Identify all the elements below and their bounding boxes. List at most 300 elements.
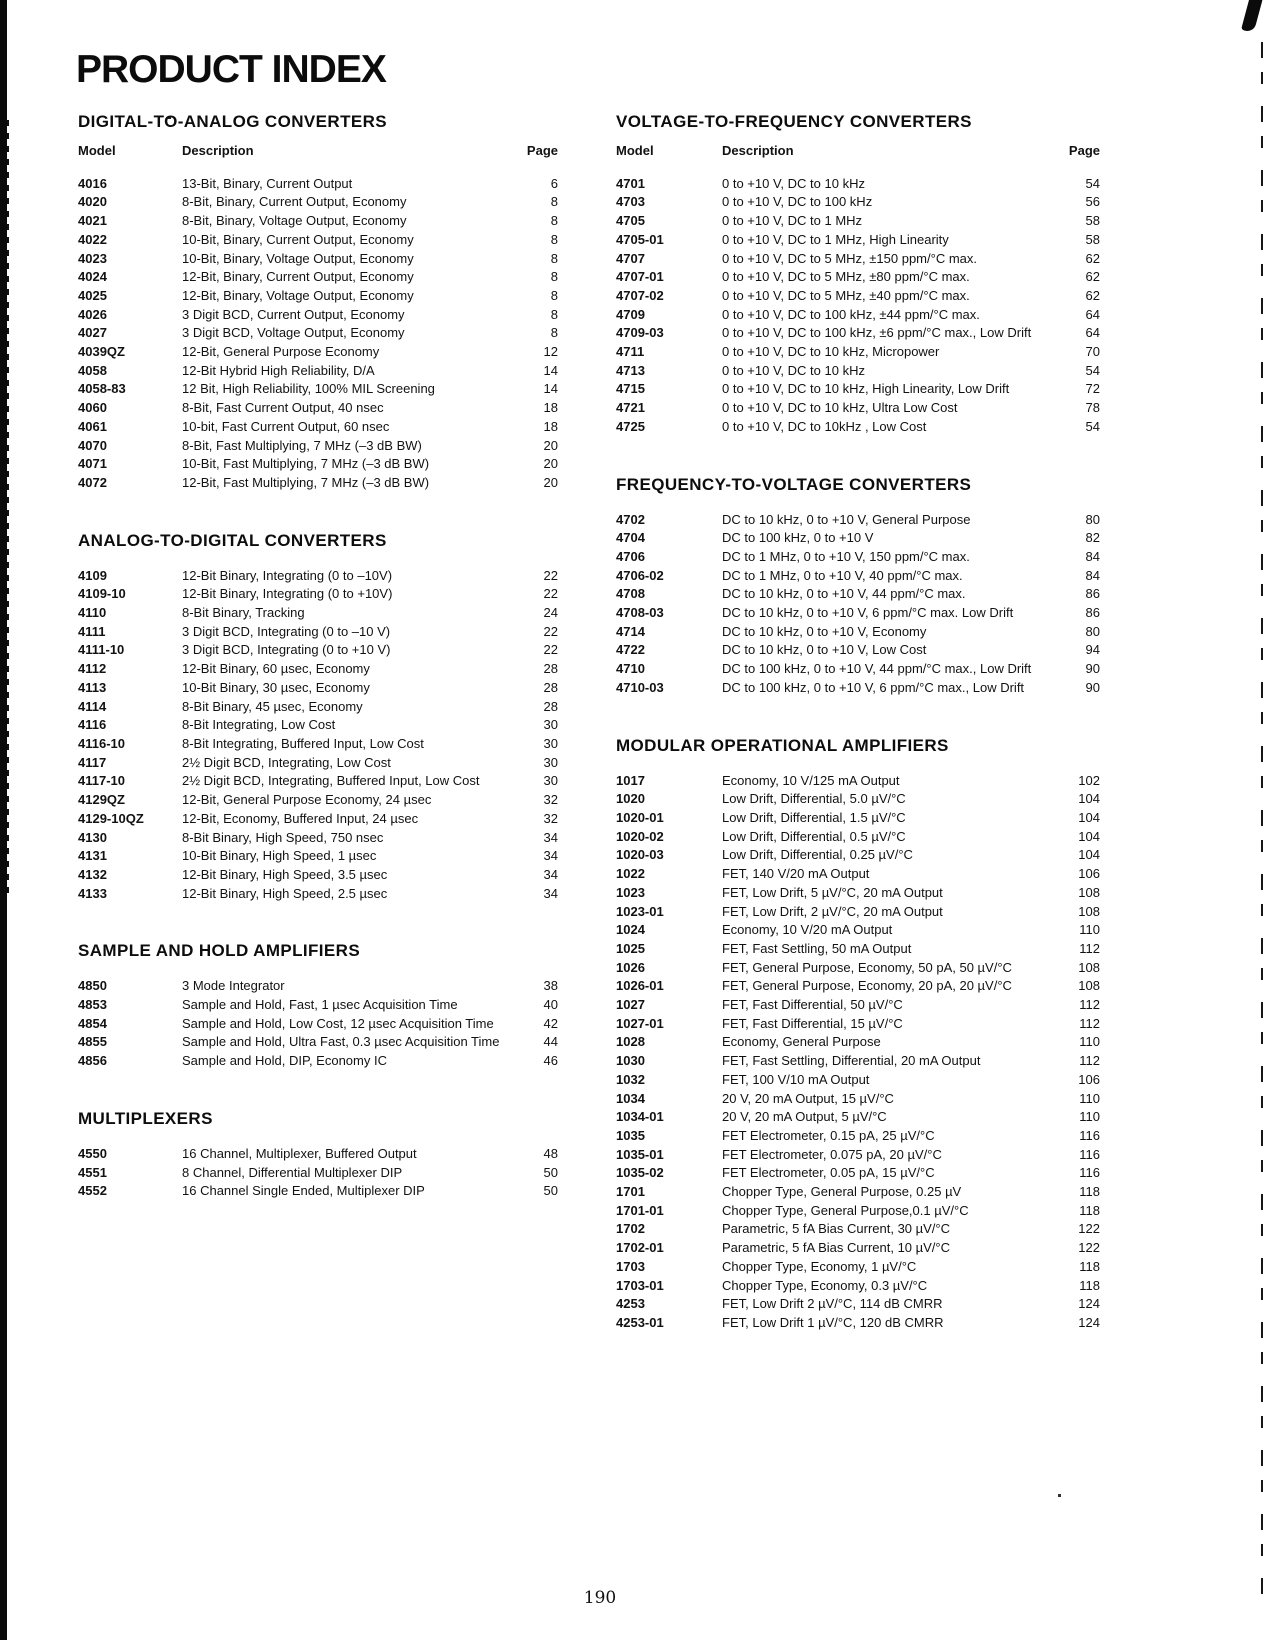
model-cell: 4701 (616, 175, 645, 191)
table-row (616, 977, 1100, 996)
table-row (616, 1314, 1100, 1333)
table-row (616, 585, 1100, 604)
table-row (78, 810, 558, 829)
description-cell: 12 Bit, High Reliability, 100% MIL Screening (182, 381, 435, 397)
section-heading: MULTIPLEXERS (78, 1108, 213, 1128)
description-cell: Chopper Type, General Purpose,0.1 µV/°C (722, 1202, 969, 1218)
table-row (616, 362, 1100, 381)
model-cell: 4113 (78, 679, 107, 695)
model-cell: 4025 (78, 287, 107, 303)
model-cell: 4131 (78, 848, 107, 864)
description-cell: 0 to +10 V, DC to 5 MHz, ±150 ppm/°C max. (722, 250, 977, 266)
model-cell: 4022 (78, 231, 107, 247)
description-cell: 12-Bit, Binary, Voltage Output, Economy (182, 287, 414, 303)
description-cell: 0 to +10 V, DC to 5 MHz, ±40 ppm/°C max. (722, 287, 970, 303)
table-row (78, 418, 558, 437)
model-cell: 4023 (78, 250, 107, 266)
description-cell: 12-Bit Binary, High Speed, 2.5 µsec (182, 885, 388, 901)
page-cell: 104 (1078, 847, 1100, 863)
model-cell: 4129-10QZ (78, 810, 144, 826)
page-cell: 30 (543, 773, 558, 789)
model-cell: 4551 (78, 1164, 107, 1180)
table-row (78, 287, 558, 306)
table-row (616, 772, 1100, 791)
page-cell: 38 (543, 978, 558, 994)
table-row (616, 903, 1100, 922)
table-row (78, 250, 558, 269)
table-row (78, 1164, 558, 1183)
description-cell: FET, Fast Settling, Differential, 20 mA Output (722, 1053, 981, 1069)
description-cell: 12-Bit Hybrid High Reliability, D/A (182, 362, 375, 378)
model-cell: 4550 (78, 1145, 107, 1161)
description-cell: 16 Channel Single Ended, Multiplexer DIP (182, 1183, 425, 1199)
table-row (616, 604, 1100, 623)
page-cell: 8 (550, 231, 558, 247)
table-row (78, 623, 558, 642)
page-cell: 108 (1078, 884, 1100, 900)
page-cell: 110 (1079, 1109, 1100, 1125)
model-cell: 1024 (616, 922, 645, 938)
page-cell: 112 (1079, 940, 1100, 956)
description-cell: 0 to +10 V, DC to 1 MHz (722, 213, 863, 229)
page-cell: 30 (543, 735, 558, 751)
description-cell: 0 to +10 V, DC to 10 kHz, High Linearity, Low Drift (722, 381, 1010, 397)
model-cell: 1026-01 (616, 978, 664, 994)
table-row (616, 809, 1100, 828)
model-cell: 4705 (616, 213, 645, 229)
model-cell: 1701 (616, 1184, 645, 1200)
table-row (616, 212, 1100, 231)
description-cell: 0 to +10 V, DC to 100 kHz, ±6 ppm/°C max., Low Drift (722, 325, 1032, 341)
description-cell: FET, Low Drift, 5 µV/°C, 20 mA Output (722, 884, 943, 900)
page-cell: 18 (543, 418, 558, 434)
table-row (78, 791, 558, 810)
page-cell: 118 (1079, 1202, 1100, 1218)
table-row (78, 585, 558, 604)
table-row (616, 1108, 1100, 1127)
page-cell: 44 (543, 1034, 558, 1050)
section-rows (616, 772, 1100, 1333)
table-row (78, 175, 558, 194)
model-cell: 4071 (78, 456, 107, 472)
description-cell: FET, General Purpose, Economy, 50 pA, 50 µV/°C (722, 959, 1012, 975)
model-cell: 4714 (616, 623, 645, 639)
page-cell: 32 (543, 810, 558, 826)
page-cell: 106 (1078, 866, 1100, 882)
model-cell: 4058 (78, 362, 107, 378)
description-cell: 0 to +10 V, DC to 10kHz , Low Cost (722, 418, 927, 434)
page-cell: 110 (1079, 1090, 1100, 1106)
table-row (78, 399, 558, 418)
table-row (78, 1015, 558, 1034)
section-rows (78, 1145, 558, 1201)
description-cell: FET Electrometer, 0.075 pA, 20 µV/°C (722, 1146, 942, 1162)
page-column-header: Page (526, 143, 558, 158)
table-row (78, 772, 558, 791)
model-cell: 4024 (78, 269, 107, 285)
table-row (78, 455, 558, 474)
model-cell: 1702-01 (616, 1240, 664, 1256)
model-cell: 4722 (616, 642, 645, 658)
page-cell: 8 (550, 213, 558, 229)
table-row (616, 865, 1100, 884)
description-cell: 12-Bit Binary, Integrating (0 to +10V) (182, 586, 393, 602)
description-cell: Parametric, 5 fA Bias Current, 10 µV/°C (722, 1240, 950, 1256)
page-cell: 22 (543, 586, 558, 602)
page-cell: 34 (543, 866, 558, 882)
description-cell: DC to 10 kHz, 0 to +10 V, 6 ppm/°C max. Low Drift (722, 605, 1014, 621)
table-row (78, 866, 558, 885)
model-cell: 1023-01 (616, 903, 664, 919)
description-cell: 8-Bit Integrating, Buffered Input, Low Cost (182, 735, 424, 751)
model-cell: 4016 (78, 175, 107, 191)
description-cell: Economy, 10 V/125 mA Output (722, 772, 900, 788)
model-cell: 4116-10 (78, 735, 125, 751)
description-cell: Parametric, 5 fA Bias Current, 30 µV/°C (722, 1221, 950, 1237)
page-cell: 18 (543, 400, 558, 416)
page-cell: 40 (543, 997, 558, 1013)
description-cell: FET, 100 V/10 mA Output (722, 1071, 870, 1087)
description-cell: 10-bit, Fast Current Output, 60 nsec (182, 418, 390, 434)
description-cell: FET, Fast Differential, 50 µV/°C (722, 997, 903, 1013)
table-row (616, 418, 1100, 437)
description-cell: 0 to +10 V, DC to 10 kHz (722, 362, 865, 378)
table-row (616, 1052, 1100, 1071)
model-cell: 1703 (616, 1258, 645, 1274)
description-cell: DC to 1 MHz, 0 to +10 V, 150 ppm/°C max. (722, 548, 970, 564)
model-cell: 4072 (78, 474, 107, 490)
right-column (616, 112, 1100, 1333)
page-cell: 34 (543, 848, 558, 864)
description-column-header: Description (722, 143, 794, 158)
model-cell: 4110 (78, 605, 107, 621)
page-cell: 116 (1079, 1146, 1100, 1162)
model-cell: 4109-10 (78, 586, 126, 602)
model-cell: 4114 (78, 698, 107, 714)
table-row (616, 193, 1100, 212)
description-cell: DC to 100 kHz, 0 to +10 V, 6 ppm/°C max., Low Drift (722, 679, 1025, 695)
model-cell: 4713 (616, 362, 645, 378)
description-cell: FET Electrometer, 0.05 pA, 15 µV/°C (722, 1165, 935, 1181)
table-row (78, 231, 558, 250)
section-heading: ANALOG-TO-DIGITAL CONVERTERS (78, 530, 387, 550)
description-cell: DC to 100 kHz, 0 to +10 V, 44 ppm/°C max., Low Drift (722, 661, 1032, 677)
model-cell: 4706-02 (616, 567, 664, 583)
model-cell: 1026 (616, 959, 645, 975)
description-cell: 8-Bit Binary, 45 µsec, Economy (182, 698, 363, 714)
page-cell: 8 (550, 250, 558, 266)
section-analog-to-digital-converters (78, 531, 558, 904)
description-cell: FET, 140 V/20 mA Output (722, 866, 870, 882)
page-cell: 14 (543, 381, 558, 397)
page-cell: 8 (550, 269, 558, 285)
description-cell: FET, General Purpose, Economy, 20 pA, 20 µV/°C (722, 978, 1012, 994)
description-cell: 8-Bit, Binary, Voltage Output, Economy (182, 213, 407, 229)
page-cell: 64 (1085, 325, 1100, 341)
model-cell: 4027 (78, 325, 107, 341)
page-cell: 30 (543, 754, 558, 770)
table-row (616, 511, 1100, 530)
section-sample-and-hold-amplifiers (78, 941, 558, 1071)
table-row (616, 1015, 1100, 1034)
model-cell: 1702 (616, 1221, 645, 1237)
description-cell: 0 to +10 V, DC to 100 kHz (722, 194, 873, 210)
page-cell: 50 (543, 1183, 558, 1199)
page-cell: 104 (1078, 828, 1100, 844)
page-cell: 20 (543, 437, 558, 453)
model-cell: 4708-03 (616, 605, 664, 621)
section-heading: MODULAR OPERATIONAL AMPLIFIERS (616, 735, 949, 755)
description-cell: 8-Bit Binary, High Speed, 750 nsec (182, 829, 384, 845)
description-cell: 8-Bit, Fast Multiplying, 7 MHz (–3 dB BW) (182, 437, 422, 453)
model-cell: 4026 (78, 306, 107, 322)
table-row (616, 623, 1100, 642)
table-row (78, 567, 558, 586)
page-cell: 80 (1085, 511, 1100, 527)
section-heading: FREQUENCY-TO-VOLTAGE CONVERTERS (616, 474, 972, 494)
page-cell: 90 (1085, 679, 1100, 695)
table-row (616, 324, 1100, 343)
page-cell: 118 (1079, 1184, 1100, 1200)
description-cell: Chopper Type, General Purpose, 0.25 µV (722, 1184, 962, 1200)
model-cell: 4039QZ (78, 344, 125, 360)
page-cell: 58 (1085, 213, 1100, 229)
model-cell: 4129QZ (78, 792, 125, 808)
description-cell: 13-Bit, Binary, Current Output (182, 175, 353, 191)
description-cell: FET Electrometer, 0.15 pA, 25 µV/°C (722, 1127, 935, 1143)
scan-right-line-artifact (1261, 42, 1263, 1598)
page-cell: 116 (1079, 1127, 1100, 1143)
page-cell: 122 (1078, 1240, 1100, 1256)
model-cell: 4060 (78, 400, 107, 416)
model-cell: 1020-02 (616, 828, 664, 844)
section-rows (616, 175, 1100, 437)
model-cell: 4132 (78, 866, 107, 882)
model-column-header: Model (616, 143, 654, 158)
description-cell: 8-Bit, Fast Current Output, 40 nsec (182, 400, 384, 416)
model-cell: 4709 (616, 306, 645, 322)
table-row (78, 847, 558, 866)
scan-edge-bar-artifact (0, 0, 7, 1640)
page-cell: 110 (1079, 1034, 1100, 1050)
table-row (78, 1182, 558, 1201)
table-row (78, 996, 558, 1015)
description-cell: Sample and Hold, Ultra Fast, 0.3 µsec Acquisition Time (182, 1034, 500, 1050)
model-cell: 1020-03 (616, 847, 664, 863)
table-row (616, 1220, 1100, 1239)
table-row (616, 959, 1100, 978)
page-cell: 8 (550, 287, 558, 303)
page-cell: 108 (1078, 903, 1100, 919)
section-digital-to-analog-converters (78, 112, 558, 493)
model-cell: 4710 (616, 661, 645, 677)
table-row (616, 660, 1100, 679)
description-cell: Low Drift, Differential, 0.25 µV/°C (722, 847, 913, 863)
page-cell: 110 (1079, 922, 1100, 938)
description-cell: 2½ Digit BCD, Integrating, Low Cost (182, 754, 391, 770)
description-cell: 3 Digit BCD, Integrating (0 to –10 V) (182, 623, 391, 639)
description-cell: 8-Bit Integrating, Low Cost (182, 717, 336, 733)
section-rows (78, 175, 558, 493)
table-row (78, 1052, 558, 1071)
description-cell: 3 Digit BCD, Integrating (0 to +10 V) (182, 642, 391, 658)
model-cell: 4111-10 (78, 642, 125, 658)
page-cell: 54 (1085, 175, 1100, 191)
model-cell: 4061 (78, 418, 107, 434)
model-cell: 4711 (616, 344, 645, 360)
description-cell: 12-Bit, General Purpose Economy (182, 344, 380, 360)
page-cell: 64 (1085, 306, 1100, 322)
description-cell: Economy, 10 V/20 mA Output (722, 922, 893, 938)
page-cell: 106 (1078, 1071, 1100, 1087)
description-cell: 0 to +10 V, DC to 5 MHz, ±80 ppm/°C max. (722, 269, 970, 285)
description-cell: 10-Bit, Fast Multiplying, 7 MHz (–3 dB BW) (182, 456, 430, 472)
description-cell: 8 Channel, Differential Multiplexer DIP (182, 1164, 403, 1180)
table-row (616, 996, 1100, 1015)
page-cell: 108 (1078, 959, 1100, 975)
section-heading: SAMPLE AND HOLD AMPLIFIERS (78, 941, 361, 961)
table-row (616, 250, 1100, 269)
model-cell: 1035 (616, 1127, 645, 1143)
model-cell: 1020 (616, 791, 645, 807)
table-row (616, 306, 1100, 325)
description-column-header: Description (182, 143, 254, 158)
page-cell: 102 (1078, 772, 1100, 788)
table-row (78, 380, 558, 399)
description-cell: 20 V, 20 mA Output, 5 µV/°C (722, 1109, 887, 1125)
description-cell: 12-Bit Binary, Integrating (0 to –10V) (182, 567, 393, 583)
table-row (78, 885, 558, 904)
page-cell: 118 (1079, 1277, 1100, 1293)
table-row (616, 679, 1100, 698)
page-cell: 58 (1085, 231, 1100, 247)
description-cell: 12-Bit, General Purpose Economy, 24 µsec (182, 792, 432, 808)
page-cell: 30 (543, 717, 558, 733)
description-cell: 3 Digit BCD, Current Output, Economy (182, 306, 405, 322)
column-header-row (78, 142, 558, 161)
table-row (78, 641, 558, 660)
page-cell: 112 (1079, 1015, 1100, 1031)
table-row (78, 604, 558, 623)
description-cell: 10-Bit, Binary, Current Output, Economy (182, 231, 414, 247)
description-cell: 0 to +10 V, DC to 100 kHz, ±44 ppm/°C max. (722, 306, 980, 322)
table-row (616, 1277, 1100, 1296)
description-cell: Sample and Hold, Low Cost, 12 µsec Acquisition Time (182, 1015, 494, 1031)
model-cell: 4253 (616, 1296, 645, 1312)
model-cell: 4715 (616, 381, 645, 397)
table-row (78, 268, 558, 287)
table-row (78, 193, 558, 212)
table-row (78, 679, 558, 698)
description-cell: Chopper Type, Economy, 0.3 µV/°C (722, 1277, 928, 1293)
table-row (78, 437, 558, 456)
table-row (616, 1258, 1100, 1277)
model-cell: 4706 (616, 548, 645, 564)
page-cell: 28 (543, 661, 558, 677)
model-cell: 1035-01 (616, 1146, 664, 1162)
table-row (616, 343, 1100, 362)
model-cell: 4707 (616, 250, 645, 266)
table-row (616, 567, 1100, 586)
page-cell: 112 (1079, 997, 1100, 1013)
model-cell: 4707-02 (616, 287, 664, 303)
table-row (616, 641, 1100, 660)
table-row (78, 735, 558, 754)
description-cell: FET, Low Drift 2 µV/°C, 114 dB CMRR (722, 1296, 943, 1312)
model-cell: 1034-01 (616, 1109, 664, 1125)
page-cell: 122 (1078, 1221, 1100, 1237)
table-row (78, 660, 558, 679)
model-cell: 4253-01 (616, 1314, 664, 1330)
page-cell: 90 (1085, 661, 1100, 677)
page-cell: 62 (1085, 250, 1100, 266)
page-cell: 94 (1085, 642, 1100, 658)
model-cell: 4117-10 (78, 773, 125, 789)
page-cell: 116 (1079, 1165, 1100, 1181)
table-row (78, 754, 558, 773)
description-cell: Chopper Type, Economy, 1 µV/°C (722, 1258, 917, 1274)
table-row (616, 399, 1100, 418)
description-cell: DC to 10 kHz, 0 to +10 V, Low Cost (722, 642, 927, 658)
table-row (616, 1202, 1100, 1221)
description-cell: DC to 100 kHz, 0 to +10 V (722, 530, 874, 546)
description-cell: 12-Bit Binary, High Speed, 3.5 µsec (182, 866, 388, 882)
page-cell: 46 (543, 1053, 558, 1069)
page-cell: 78 (1085, 400, 1100, 416)
table-row (78, 698, 558, 717)
description-cell: 12-Bit Binary, 60 µsec, Economy (182, 661, 370, 677)
table-row (616, 921, 1100, 940)
page-cell: 70 (1085, 344, 1100, 360)
description-cell: DC to 10 kHz, 0 to +10 V, Economy (722, 623, 927, 639)
model-cell: 4552 (78, 1183, 107, 1199)
model-cell: 4850 (78, 978, 107, 994)
table-row (78, 1145, 558, 1164)
page-cell: 124 (1078, 1314, 1100, 1330)
page-cell: 34 (543, 885, 558, 901)
description-cell: 2½ Digit BCD, Integrating, Buffered Input, Low Cost (182, 773, 480, 789)
page-cell: 112 (1079, 1053, 1100, 1069)
model-cell: 4109 (78, 567, 107, 583)
column-header-row (616, 142, 1100, 161)
section-voltage-to-frequency-converters (616, 112, 1100, 437)
table-row (78, 1033, 558, 1052)
page-cell: 72 (1085, 381, 1100, 397)
model-cell: 4707-01 (616, 269, 664, 285)
description-cell: Economy, General Purpose (722, 1034, 881, 1050)
page-cell: 86 (1085, 605, 1100, 621)
table-row (616, 287, 1100, 306)
page-cell: 104 (1078, 791, 1100, 807)
table-row (616, 1071, 1100, 1090)
description-cell: Low Drift, Differential, 1.5 µV/°C (722, 809, 906, 825)
description-cell: Sample and Hold, DIP, Economy IC (182, 1053, 387, 1069)
description-cell: 8-Bit Binary, Tracking (182, 605, 305, 621)
page-cell: 8 (550, 325, 558, 341)
page-cell: 28 (543, 698, 558, 714)
model-cell: 4856 (78, 1053, 107, 1069)
description-cell: 16 Channel, Multiplexer, Buffered Output (182, 1145, 417, 1161)
model-cell: 1034 (616, 1090, 645, 1106)
page-cell: 104 (1078, 809, 1100, 825)
table-row (616, 1090, 1100, 1109)
scan-speck-artifact (1058, 1494, 1061, 1497)
table-row (616, 380, 1100, 399)
model-cell: 4708 (616, 586, 645, 602)
page-cell: 8 (550, 194, 558, 210)
page-cell: 84 (1085, 548, 1100, 564)
page-cell: 54 (1085, 418, 1100, 434)
